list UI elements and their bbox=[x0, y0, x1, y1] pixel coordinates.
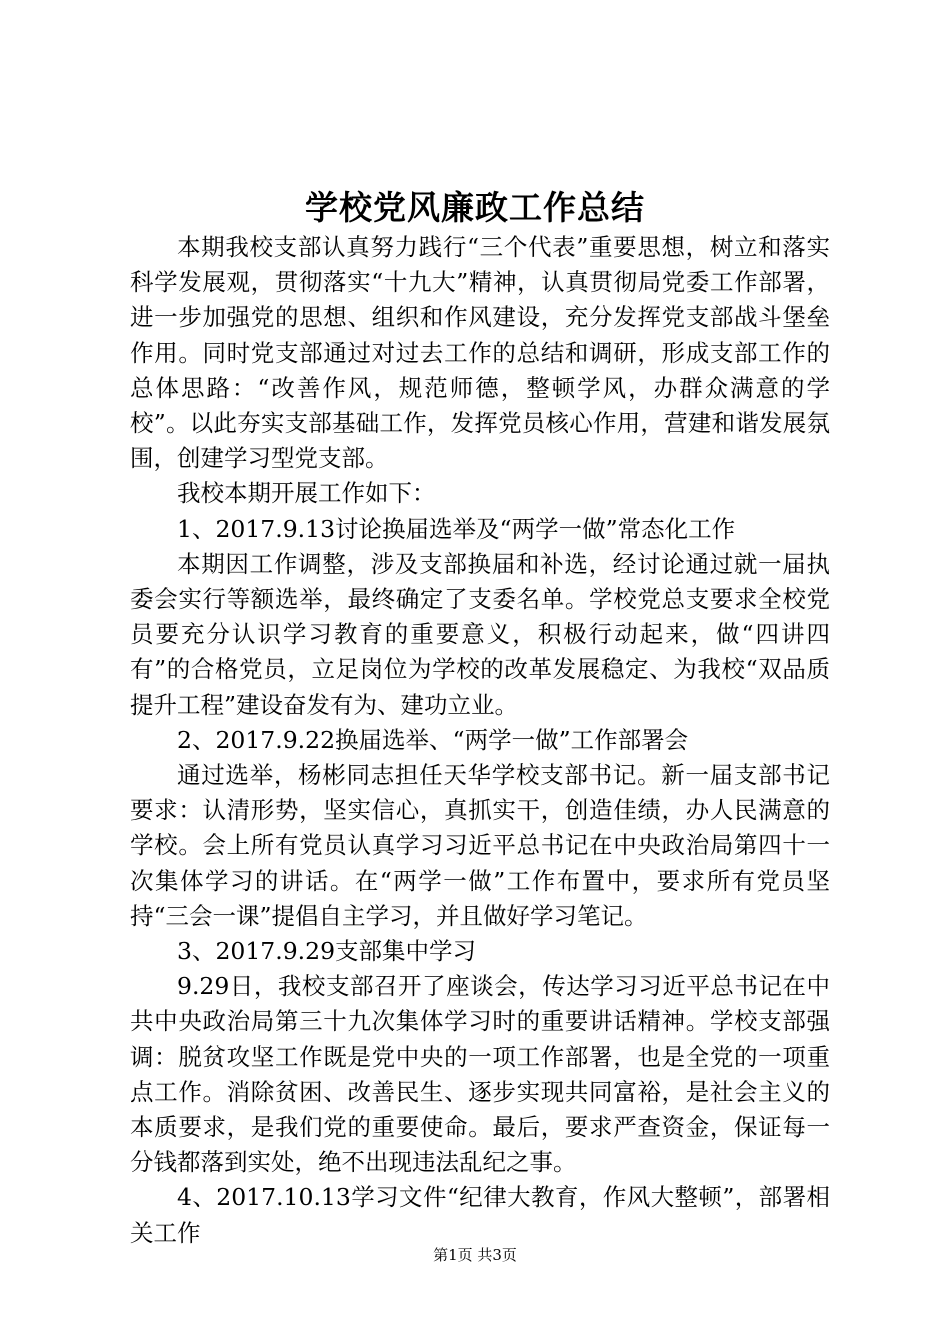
page-footer: 第1页 共3页 bbox=[433, 1246, 517, 1264]
paragraph-section-3: 9.29日，我校支部召开了座谈会，传达学习习近平总书记在中共中央政治局第三十九次集体学习时的重要讲话精神。学校支部强调：脱贫攻坚工作既是党中央的一项工作部署，也是全党的一项重点工作。消除贫困、改善民生、逐步实现共同富裕，是社会主义的本质要求，是我们党的重要使命。最后，要求严查资金，保证每一分钱都落到实处，绝不出现违法乱纪之事。 bbox=[130, 972, 830, 1177]
paragraph-intro: 本期我校支部认真努力践行“三个代表”重要思想，树立和落实科学发展观，贯彻落实“十九大”精神，认真贯彻局党委工作部署，进一步加强党的思想、组织和作风建设，充分发挥党支部战斗堡垒作用。同时党支部通过对过去工作的总结和调研，形成支部工作的总体思路：“改善作风，规范师德，整顿学风，办群众满意的学校”。以此夯实支部基础工作，发挥党员核心作用，营建和谐发展氛围，创建学习型党支部。 bbox=[130, 233, 830, 473]
section-heading-3: 3、2017.9.29支部集中学习 bbox=[177, 937, 477, 966]
section-heading-4: 4、2017.10.13学习文件“纪律大教育，作风大整顿”，部署相关工作 bbox=[130, 1183, 830, 1247]
section-heading-1: 1、2017.9.13讨论换届选举及“两学一做”常态化工作 bbox=[177, 514, 736, 543]
paragraph-work-intro: 我校本期开展工作如下： bbox=[177, 479, 436, 508]
paragraph-section-1: 本期因工作调整，涉及支部换届和补选，经讨论通过就一届执委会实行等额选举，最终确定了支委名单。学校党总支要求全校党员要充分认识学习教育的重要意义，积极行动起来，做“四讲四有”的合格党员，立足岗位为学校的改革发展稳定、为我校“双品质提升工程”建设奋发有为、建功立业。 bbox=[130, 549, 830, 719]
section-heading-2: 2、2017.9.22换届选举、“两学一做”工作部署会 bbox=[177, 725, 689, 754]
document-title: 学校党风廉政工作总结 bbox=[305, 188, 645, 227]
paragraph-section-2: 通过选举，杨彬同志担任天华学校支部书记。新一届支部书记要求：认清形势，坚实信心，真抓实干，创造佳绩，办人民满意的学校。会上所有党员认真学习习近平总书记在中央政治局第四十一次集体学习的讲话。在“两学一做”工作布置中，要求所有党员坚持“三会一课”提倡自主学习，并且做好学习笔记。 bbox=[130, 761, 830, 930]
document-body bbox=[130, 230, 830, 1251]
